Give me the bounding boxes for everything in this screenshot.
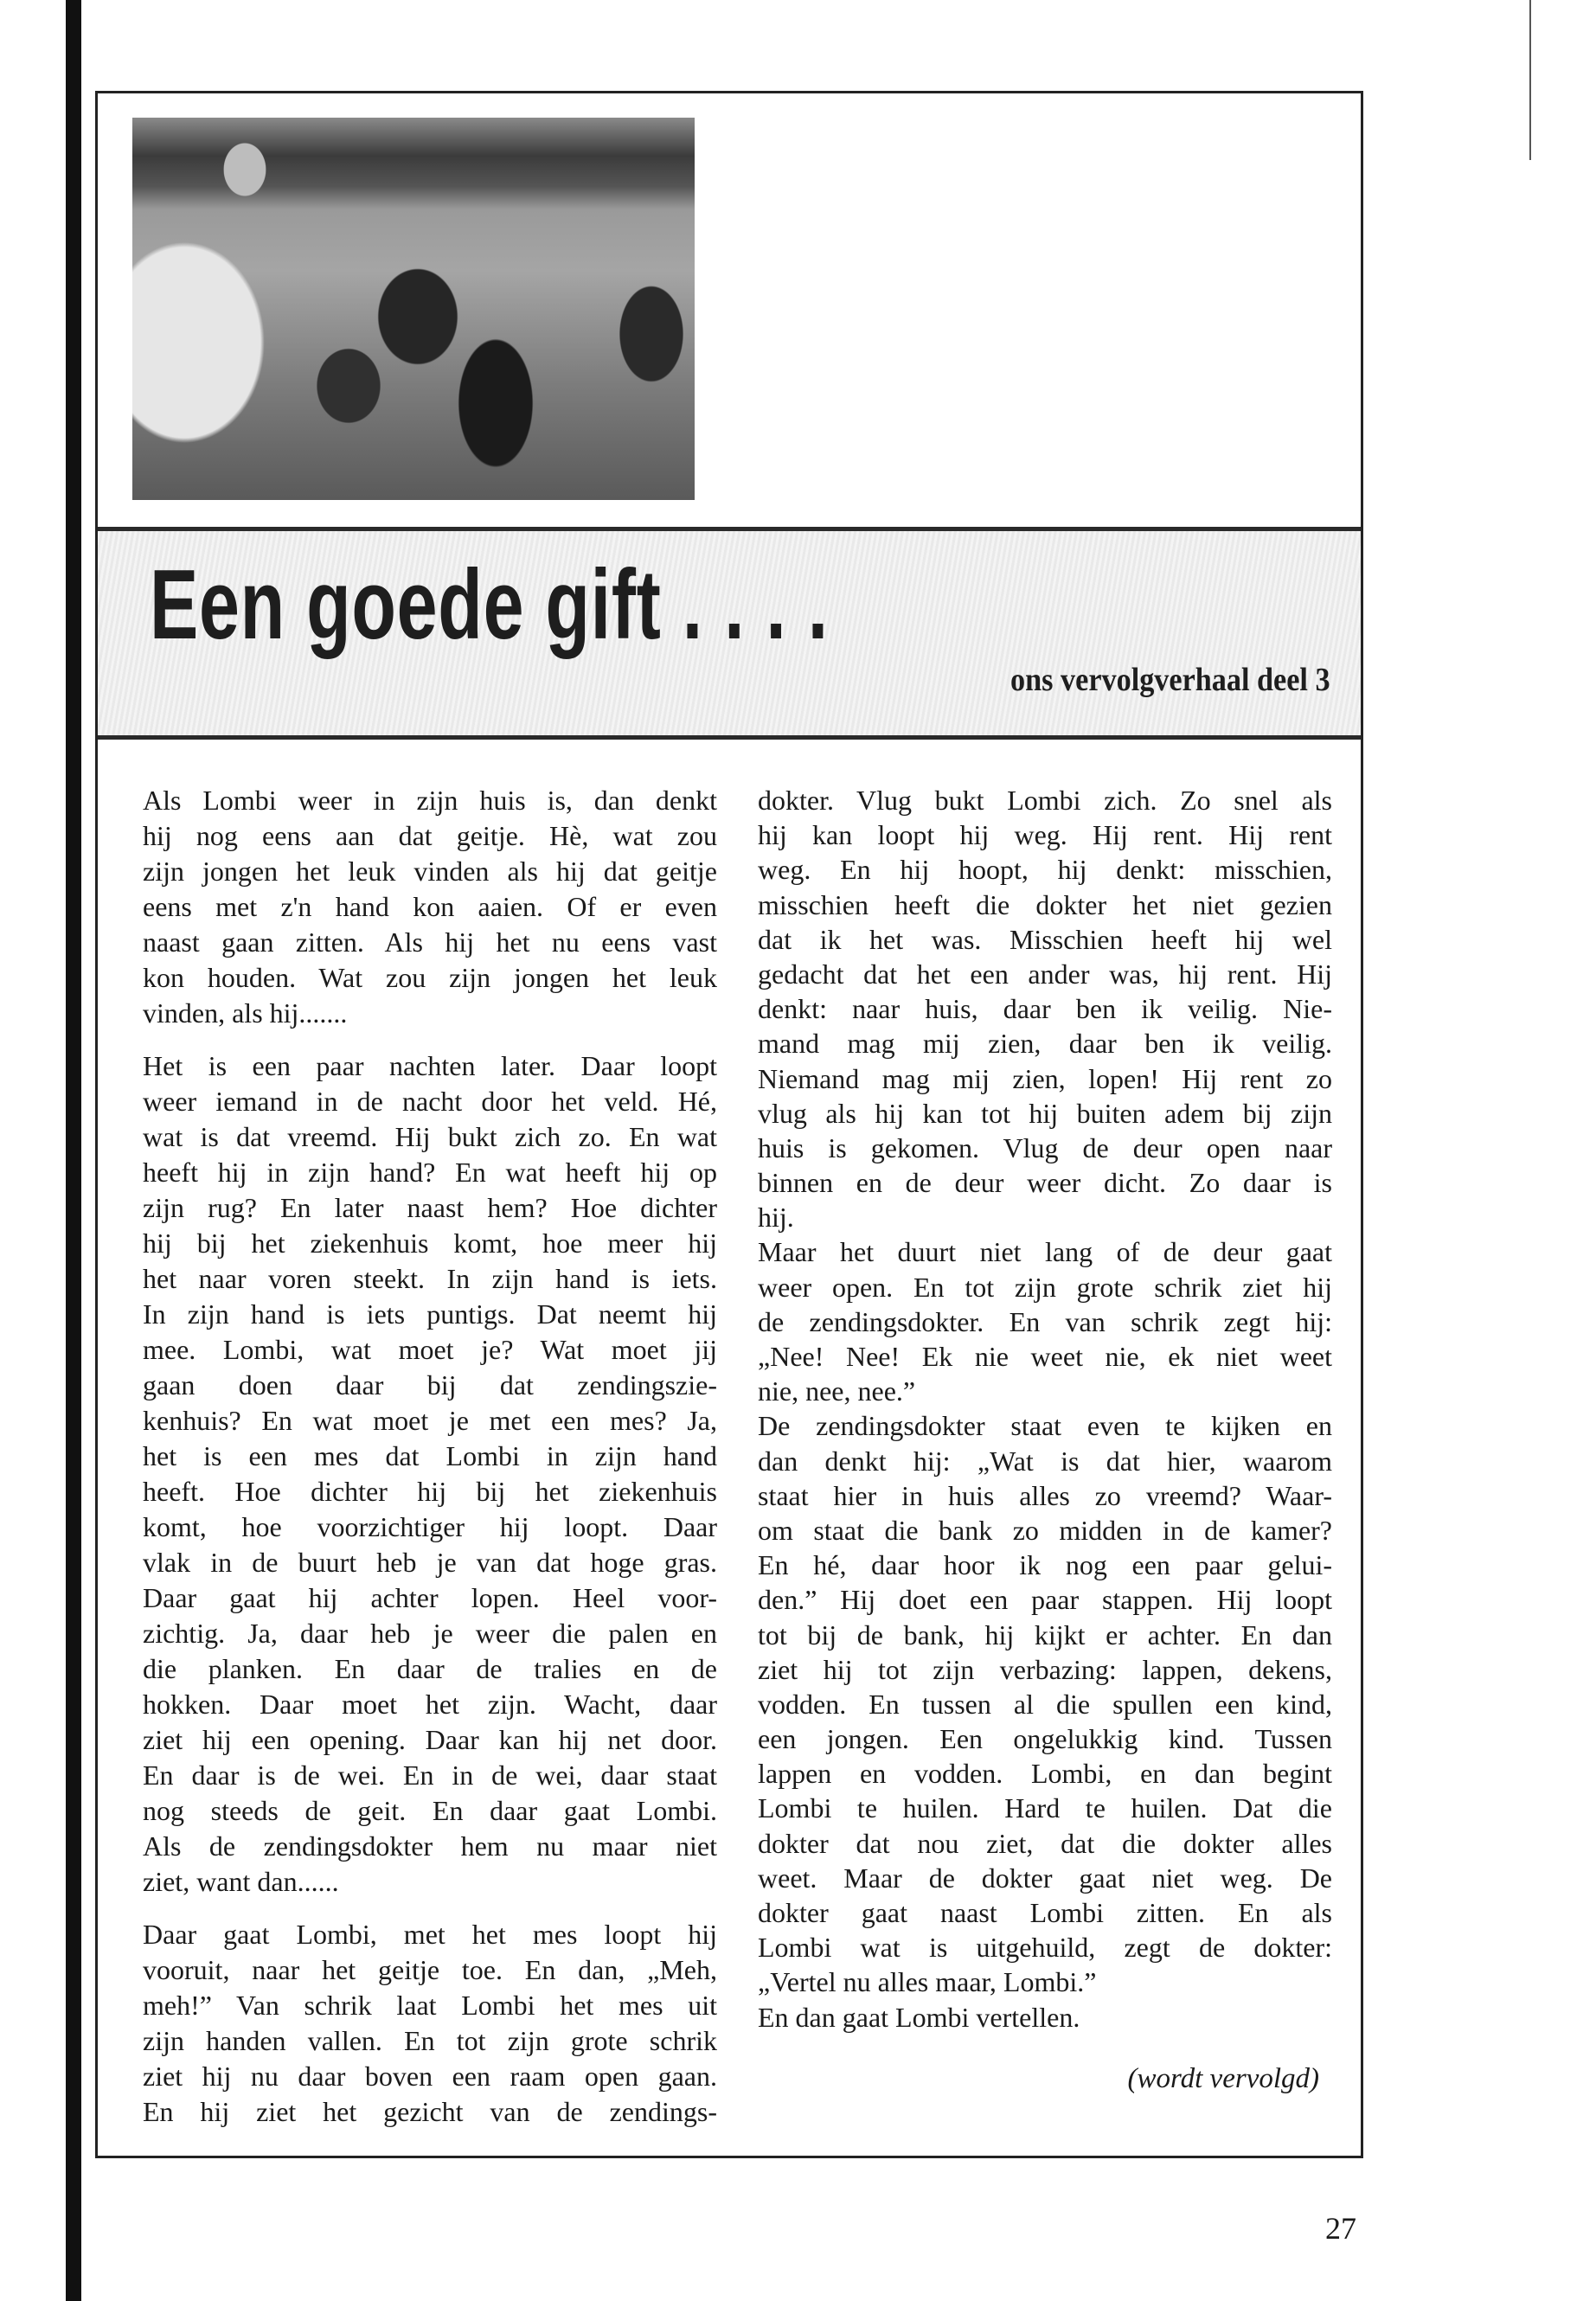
text-line: weer iemand in de nacht door het veld. Hé, <box>143 1086 717 1117</box>
text-line: nie, nee, nee.” <box>758 1375 916 1407</box>
text-line: de zendingsdokter. En van schrik zegt hij: <box>758 1305 1332 1337</box>
text-line: Lombi te huilen. Hard te huilen. Dat die <box>758 1792 1332 1824</box>
text-line: een jongen. Een ongelukkig kind. Tussen <box>758 1723 1332 1755</box>
text-line: die planken. En daar de tralies en de <box>143 1653 717 1684</box>
text-line: Daar gaat hij achter lopen. Heel voor- <box>143 1582 717 1613</box>
text-line: Lombi wat is uitgehuild, zegt de dokter: <box>758 1932 1332 1964</box>
text-line: hij. <box>758 1202 794 1234</box>
article-photo <box>132 118 695 500</box>
text-line: De zendingsdokter staat even te kijken en <box>758 1410 1332 1442</box>
text-line: zijn jongen het leuk vinden als hij dat geitje <box>143 856 717 887</box>
text-line: nog steeds de geit. En daar gaat Lombi. <box>143 1795 717 1826</box>
title-band <box>98 527 1361 740</box>
text-line: meh!” Van schrik laat Lombi het mes uit <box>143 1990 717 2021</box>
text-line: heeft. Hoe dichter hij bij het ziekenhuis <box>143 1476 717 1507</box>
text-line: denkt: naar huis, daar ben ik veilig. Nie- <box>758 993 1332 1025</box>
text-line: het is een mes dat Lombi in zijn hand <box>143 1440 717 1471</box>
text-line: hij kan loopt hij weg. Hij rent. Hij rent <box>758 819 1332 851</box>
article-title: Een goede gift . . . . <box>150 550 829 660</box>
text-line: misschien heeft die dokter het niet gezien <box>758 888 1332 920</box>
text-line: En hé, daar hoor ik nog een paar gelui- <box>758 1549 1332 1581</box>
text-line: lappen en vodden. Lombi, en dan begint <box>758 1758 1332 1790</box>
text-line: Maar het duurt niet lang of de deur gaat <box>758 1236 1332 1268</box>
text-line: gedacht dat het een ander was, hij rent. Hij <box>758 958 1332 990</box>
text-column-right <box>758 783 1332 2035</box>
text-line: Het is een paar nachten later. Daar loopt <box>143 1050 717 1081</box>
text-line: kon houden. Wat zou zijn jongen het leuk <box>143 962 717 993</box>
text-line: staat hier in huis alles zo vreemd? Waar- <box>758 1479 1332 1511</box>
text-line: eens met z'n hand kon aaien. Of er even <box>143 891 717 922</box>
text-line: heeft hij in zijn hand? En wat heeft hij op <box>143 1157 717 1188</box>
text-line: ziet hij tot zijn verbazing: lappen, dekens, <box>758 1653 1332 1685</box>
text-line: „Vertel nu alles maar, Lombi.” <box>758 1966 1097 1998</box>
text-line: zijn handen vallen. En tot zijn grote schrik <box>143 2025 717 2056</box>
text-line: den.” Hij doet een paar stappen. Hij loopt <box>758 1584 1332 1616</box>
text-line: Als Lombi weer in zijn huis is, dan denkt <box>143 785 717 816</box>
binding-edge <box>66 0 81 2301</box>
paragraph-gap <box>143 1031 717 1048</box>
text-line: mand mag mij zien, daar ben ik veilig. <box>758 1028 1332 1060</box>
text-line: dokter gaat naast Lombi zitten. En als <box>758 1897 1332 1928</box>
text-line: In zijn hand is iets puntigs. Dat neemt hij <box>143 1298 717 1330</box>
paragraph-gap <box>143 1900 717 1917</box>
text-column-left <box>143 783 717 2130</box>
text-line: komt, hoe voorzichtiger hij loopt. Daar <box>143 1511 717 1542</box>
text-line: dokter. Vlug bukt Lombi zich. Zo snel als <box>758 785 1332 816</box>
text-line: wat is dat vreemd. Hij bukt zich zo. En wat <box>143 1121 717 1152</box>
text-line: gaan doen daar bij dat zendingszie- <box>143 1369 717 1400</box>
text-line: dokter dat nou ziet, dat die dokter alles <box>758 1827 1332 1859</box>
text-line: ziet, want dan...... <box>143 1866 339 1897</box>
text-line: En dan gaat Lombi vertellen. <box>758 2001 1080 2033</box>
page-edge-line <box>1529 0 1531 160</box>
text-line: mee. Lombi, wat moet je? Wat moet jij <box>143 1334 717 1365</box>
text-line: vinden, als hij....... <box>143 997 348 1029</box>
text-line: vooruit, naar het geitje toe. En dan, „Meh, <box>143 1954 717 1985</box>
text-line: zichtig. Ja, daar heb je weer die palen en <box>143 1618 717 1649</box>
continuation-note: (wordt vervolgd) <box>1127 2063 1319 2094</box>
text-line: „Nee! Nee! Ek nie weet nie, ek niet weet <box>758 1341 1332 1372</box>
text-line: zijn rug? En later naast hem? Hoe dichter <box>143 1192 717 1223</box>
article-subtitle: ons vervolgverhaal deel 3 <box>1010 662 1330 698</box>
text-line: het naar voren steekt. In zijn hand is iets. <box>143 1263 717 1294</box>
text-line: weg. En hij hoopt, hij denkt: misschien, <box>758 854 1332 886</box>
text-line: hij nog eens aan dat geitje. Hè, wat zou <box>143 820 717 851</box>
page-number: 27 <box>1325 2211 1356 2246</box>
text-line: vodden. En tussen al die spullen een kind, <box>758 1688 1332 1720</box>
text-line: Daar gaat Lombi, met het mes loopt hij <box>143 1919 717 1950</box>
text-line: Niemand mag mij zien, lopen! Hij rent zo <box>758 1062 1332 1094</box>
text-line: dat ik het was. Misschien heeft hij wel <box>758 923 1332 955</box>
text-line: ziet hij nu daar boven een raam open gaan. <box>143 2061 717 2092</box>
text-line: vlug als hij kan tot hij buiten adem bij zijn <box>758 1097 1332 1129</box>
text-line: tot bij de bank, hij kijkt er achter. En dan <box>758 1618 1332 1650</box>
text-line: om staat die bank zo midden in de kamer? <box>758 1514 1332 1546</box>
text-line: weer open. En tot zijn grote schrik ziet hij <box>758 1271 1332 1303</box>
text-line: naast gaan zitten. Als hij het nu eens vast <box>143 926 717 958</box>
text-line: binnen en de deur weer dicht. Zo daar is <box>758 1167 1332 1199</box>
text-line: dan denkt hij: „Wat is dat hier, waarom <box>758 1445 1332 1477</box>
text-line: ziet hij een opening. Daar kan hij net door. <box>143 1724 717 1755</box>
text-line: weet. Maar de dokter gaat niet weg. De <box>758 1862 1332 1894</box>
text-line: En daar is de wei. En in de wei, daar staat <box>143 1759 717 1791</box>
text-line: Als de zendingsdokter hem nu maar niet <box>143 1830 717 1862</box>
text-line: vlak in de buurt heb je van dat hoge gras. <box>143 1547 717 1578</box>
text-line: kenhuis? En wat moet je met een mes? Ja, <box>143 1405 717 1436</box>
text-line: huis is gekomen. Vlug de deur open naar <box>758 1131 1332 1163</box>
text-line: hij bij het ziekenhuis komt, hoe meer hij <box>143 1227 717 1259</box>
text-line: hokken. Daar moet het zijn. Wacht, daar <box>143 1689 717 1720</box>
text-line: En hij ziet het gezicht van de zendings- <box>143 2096 717 2127</box>
